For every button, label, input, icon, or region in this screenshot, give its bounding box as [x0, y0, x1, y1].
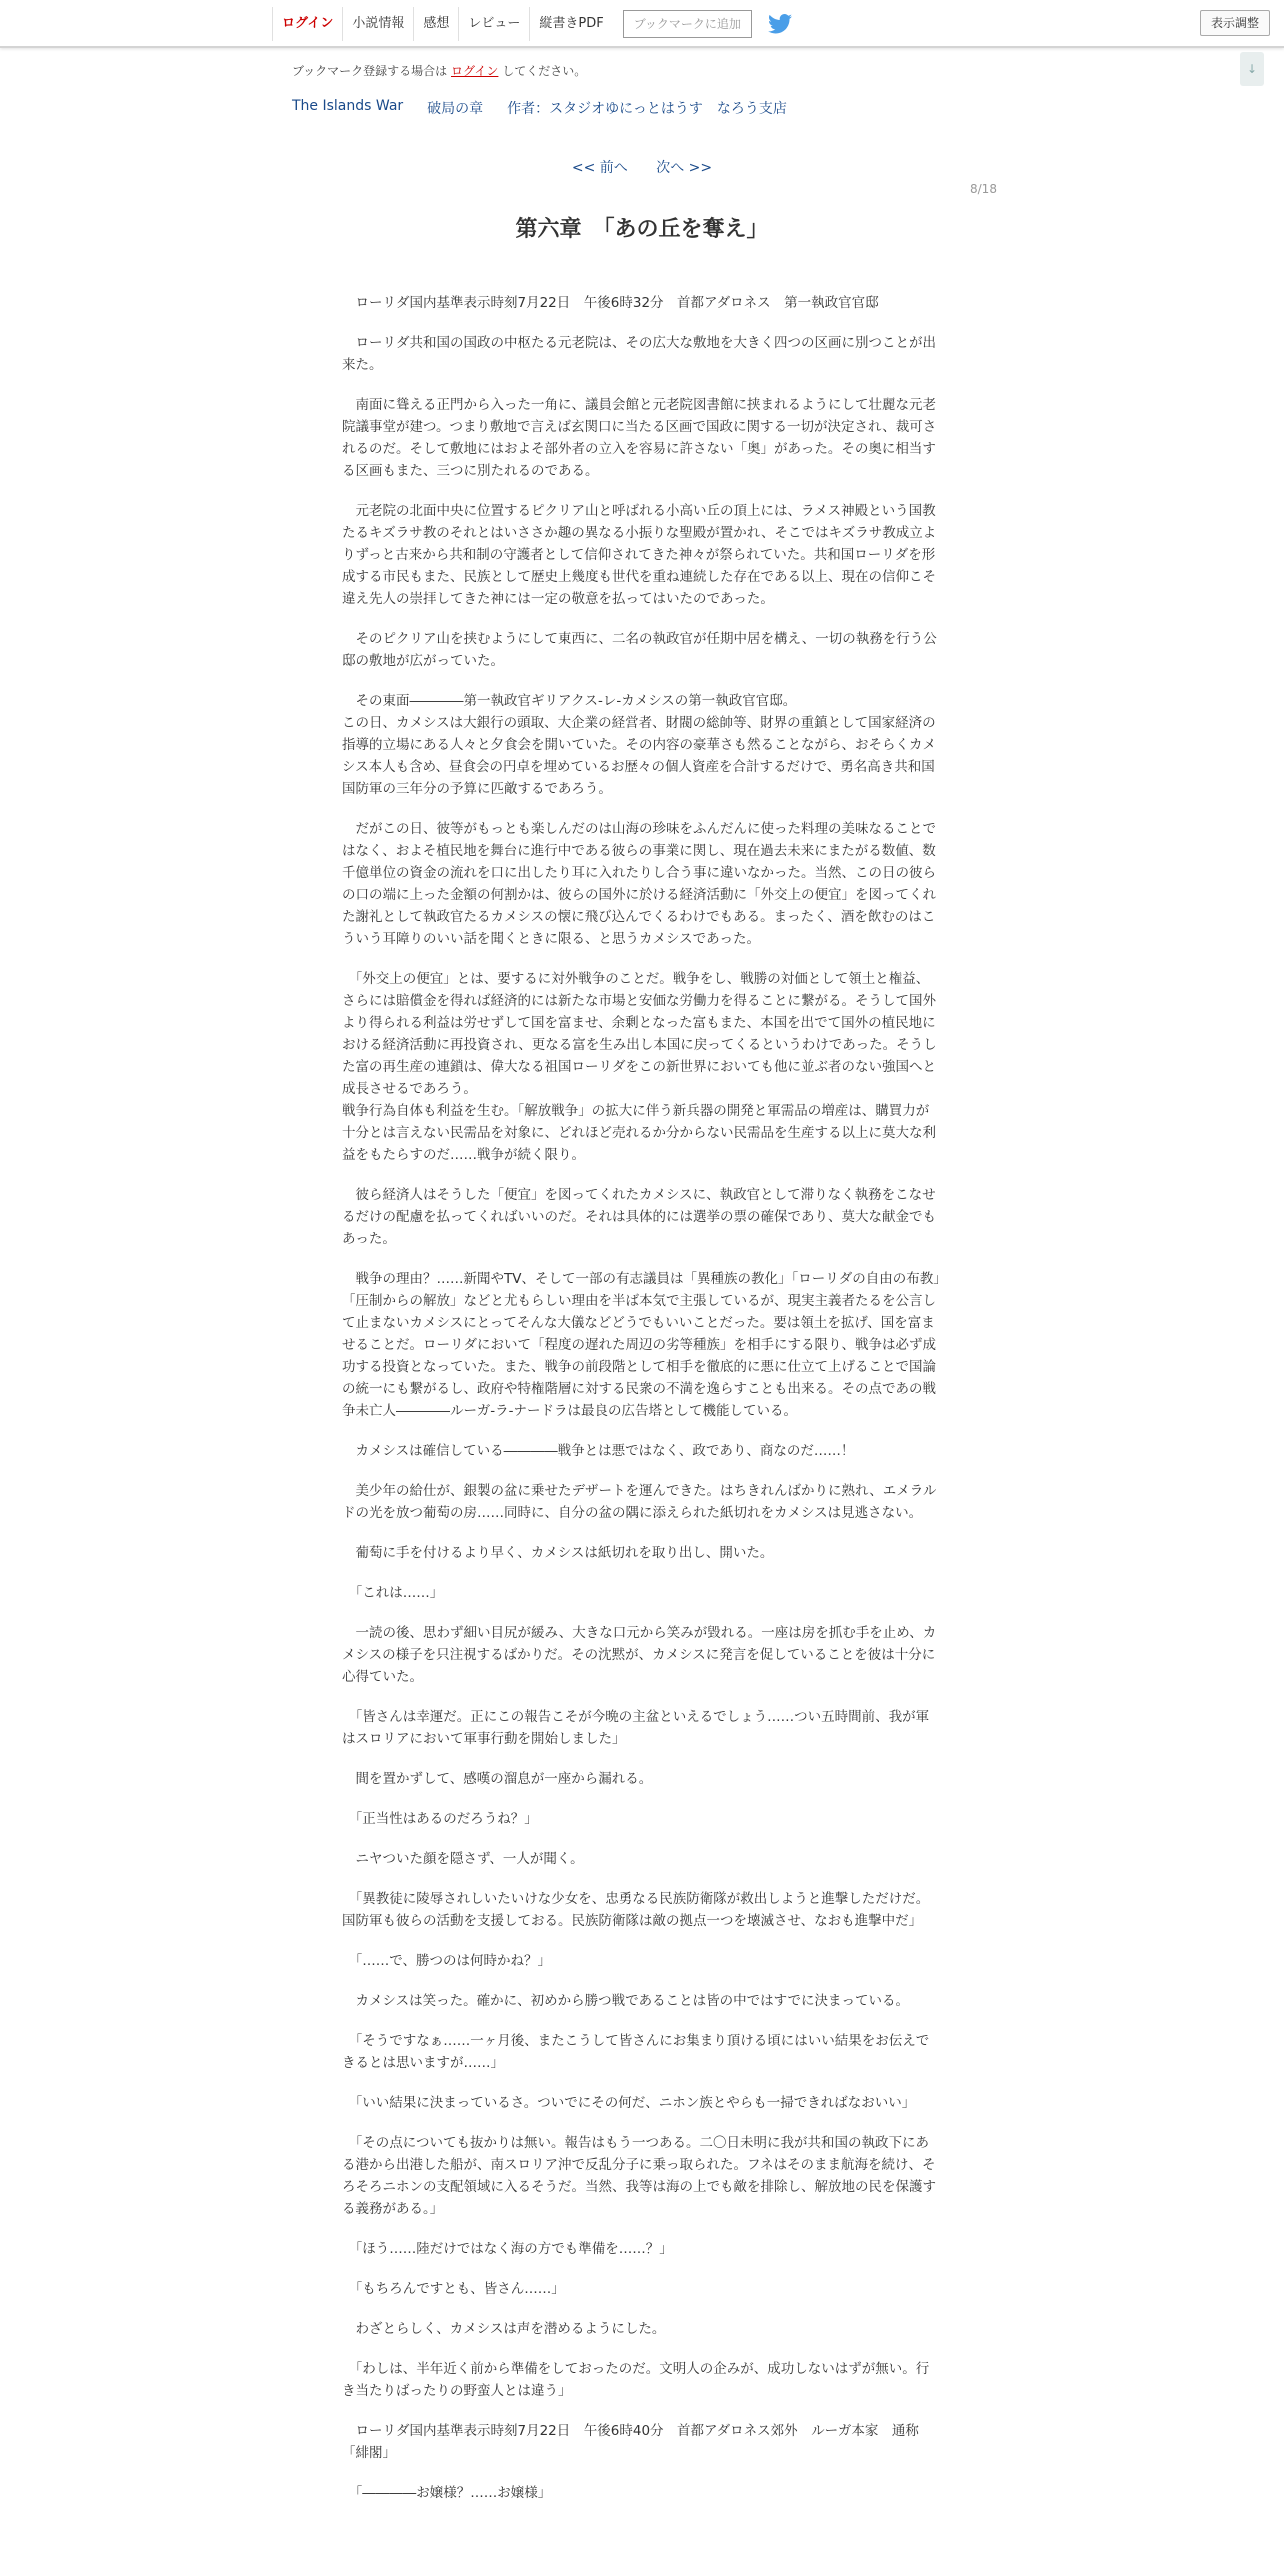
series-link[interactable]: The Islands War [292, 98, 404, 114]
body-paragraph: ローリダ国内基準表示時刻7月22日 午後6時32分 首都アダロネス 第一執政官官邸 [342, 295, 879, 311]
nav-novel-info[interactable]: 小説情報 [342, 7, 413, 41]
body-paragraph: 「そうですなぁ……一ヶ月後、またこうして皆さんにお集まり頂ける頃にはいい結果をお伝えできるとは思いますが……」 [342, 2033, 930, 2071]
body-paragraph: わざとらしく、カメシスは声を潜めるようにした。 [342, 2321, 666, 2337]
body-paragraph: カメシスは確信している――――戦争とは悪ではなく、政であり、商なのだ……！ [342, 1443, 855, 1459]
body-paragraph: ニヤついた顔を隠さず、一人が聞く。 [342, 1851, 584, 1867]
prev-chapter-link[interactable]: << 前へ [571, 160, 628, 176]
body-paragraph: 「……で、勝つのは何時かね？」 [342, 1953, 551, 1969]
body-paragraph: 「もちろんですとも、皆さん……」 [342, 2281, 565, 2297]
body-paragraph: その東面――――第一執政官ギリアクス-レ-カメシスの第一執政官官邸。 この日、カメシスは大銀行の頭取、大企業の経営者、財閥の総帥等、財界の重鎮として国家経済の指導的立場にある人々と夕食会を開いていた。その内容の豪華さも然ることながら、おそらくカメシス本人も含め、昼食会の円卓を埋めているお歴々の個人資産を合計するだけで、勇名高き共和国国防軍の三年分の予算に匹敵するであろう。 [342, 693, 936, 797]
chapter-title: 第六章 「あの丘を奪え」 [515, 217, 769, 242]
body-paragraph: 「正当性はあるのだろうね？」 [342, 1811, 538, 1827]
body-paragraph: 戦争の理由？……新聞やTV、そして一部の有志議員は「異種族の教化」「ローリダの自由の布教」「圧制からの解放」などと尤もらしい理由を半ば本気で主張しているが、現実主義者たるを公言して止まないカメシスにとってそんな大儀などどうでもいいことだった。要は領土を拡げ、国を富ませることだ。ローリダにおいて「程度の遅れた周辺の劣等種族」を相手にする限り、戦争は必ず成功する投資となっていた。また、戦争の前段階として相手を徹底的に悪に仕立て上げることで国論の統一にも繋がるし、政府や特権階層に対する民衆の不満を逸らすことも出来る。その点であの戦争未亡人――――ルーガ-ラ-ナードラは最良の広告塔として機能している。 [342, 1271, 940, 1419]
body-paragraph: 「その点についても抜かりは無い。報告はもう一つある。二〇日未明に我が共和国の執政下にある港から出港した船が、南スロリア沖で反乱分子に乗っ取られた。フネはそのまま航海を続け、そろそろニホンの支配領域に入るそうだ。当然、我等は海の上でも敵を排除し、解放地の民を保護する義務がある。」 [342, 2135, 936, 2217]
body-paragraph: 元老院の北面中央に位置するピクリア山と呼ばれる小高い丘の頂上には、ラメス神殿という国教たるキズラサ教のそれとはいささか趣の異なる小振りな聖殿が置かれ、そこではキズラサ教成立よりずっと古来から共和制の守護者として信仰されてきた神々が祭られていた。共和国ローリダを形成する市民もまた、民族として歴史上幾度も世代を重ね連続した存在である以上、現在の信仰こそ違え先人の崇拝してきた神には一定の敬意を払ってはいたのであった。 [342, 503, 937, 607]
arc-link[interactable]: 破局の章 [427, 101, 484, 117]
novel-body [342, 292, 942, 2522]
breadcrumb [292, 98, 787, 118]
body-paragraph: 「いい結果に決まっているさ。ついでにその何だ、ニホン族とやらも一掃できればなおいい」 [342, 2095, 916, 2111]
body-paragraph: 美少年の給仕が、銀製の盆に乗せたデザートを運んできた。はちきれんばかりに熟れ、エメラルドの光を放つ葡萄の房……同時に、自分の盆の隅に添えられた紙切れをカメシスは見逃さない。 [342, 1483, 937, 1521]
page-number: 8/18 [970, 182, 997, 196]
body-paragraph: 間を置かずして、感嘆の溜息が一座から漏れる。 [342, 1771, 653, 1787]
main-nav [272, 6, 792, 42]
body-paragraph: 南面に聳える正門から入った一角に、議員会館と元老院図書館に挟まれるようにして壮麗な元老院議事堂が建つ。つまり敷地で言えば玄関口に当たる区画で国政に関する一切が決定され、裁可されるのだ。そして敷地にはおよそ部外者の立入を容易に許さない「奥」があった。その奥に相当する区画もまた、三つに別たれるのである。 [342, 397, 937, 479]
author-link[interactable]: スタジオゆにっとはうす なろう支店 [549, 101, 787, 117]
display-settings-button[interactable]: 表示調整 [1200, 10, 1270, 36]
body-paragraph: 「わしは、半年近く前から準備をしておったのだ。文明人の企みが、成功しないはずが無い。行き当たりばったりの野蛮人とは違う」 [342, 2361, 930, 2399]
twitter-icon[interactable] [768, 14, 792, 34]
author-label: 作者： [507, 101, 550, 117]
add-bookmark-button[interactable]: ブックマークに追加 [623, 10, 752, 38]
notice-login-link[interactable]: ログイン [451, 64, 499, 78]
nav-login[interactable]: ログイン [272, 7, 342, 41]
body-paragraph: 彼ら経済人はそうした「便宜」を図ってくれたカメシスに、執政官として滞りなく執務をこなせるだけの配慮を払ってくればいいのだ。それは具体的には選挙の票の確保であり、莫大な献金でもあった。 [342, 1187, 936, 1247]
body-paragraph: そのピクリア山を挟むようにして東西に、二名の執政官が任期中居を構え、一切の執務を行う公邸の敷地が広がっていた。 [342, 631, 937, 669]
notice-prefix: ブックマーク登録する場合は [292, 64, 448, 78]
chapter-pager [0, 157, 1284, 177]
body-paragraph: 一読の後、思わず細い目尻が緩み、大きな口元から笑みが毀れる。一座は房を抓む手を止め、カメシスの様子を只注視するばかりだ。その沈黙が、カメシスに発言を促していることを彼は十分に心得ていた。 [342, 1625, 937, 1685]
body-paragraph: ローリダ国内基準表示時刻7月22日 午後6時40分 首都アダロネス郊外 ルーガ本家 通称「緋閣」 [342, 2423, 919, 2461]
body-paragraph: 「外交上の便宜」とは、要するに対外戦争のことだ。戦争をし、戦勝の対価として領土と権益、さらには賠償金を得れば経済的には新たな市場と安価な労働力を得ることに繋がる。そうして国外より得られる利益は労せずして国を富ませ、余剰となった富もまた、本国を出でて国外の植民地における経済活動に再投資され、更なる富を生み出し本国に戻ってくるというわけであった。そうした富の再生産の連鎖は、偉大なる祖国ローリダをこの新世界においても他に並ぶ者のない強国へと成長させるであろう。 戦争行為自体も利益を生む。「解放戦争」の拡大に伴う新兵器の開発と軍需品の増産は、購買力が十分とは言えない民需品を対象に、どれほど売れるか分からない民需品を生産する以上に莫大な利益をもたらすのだ……戦争が続く限り。 [342, 971, 937, 1163]
body-paragraph: 葡萄に手を付けるより早く、カメシスは紙切れを取り出し、開いた。 [342, 1545, 774, 1561]
body-paragraph: 「――――お嬢様？……お嬢様」 [342, 2485, 552, 2501]
next-chapter-link[interactable]: 次へ >> [656, 160, 713, 176]
bookmark-login-notice [292, 62, 586, 79]
body-paragraph: だがこの日、彼等がもっとも楽しんだのは山海の珍味をふんだんに使った料理の美味なることではなく、およそ植民地を舞台に進行中である彼らの事業に関し、現在過去未来にまたがる数値、数千億単位の資金の流れを口に出したり耳に入れたりし合う事に違いなかった。当然、この日の彼らの口の端に上った金額の何割かは、彼らの国外に於ける経済活動に「外交上の便宜」を図ってくれた謝礼として執政官たるカメシスの懐に飛び込んでくるわけでもある。まったく、酒を飲むのはこういう耳障りのいい話を聞くときに限る、と思うカメシスであった。 [342, 821, 936, 947]
nav-impressions[interactable]: 感想 [413, 7, 458, 41]
body-paragraph: 「皆さんは幸運だ。正にこの報告こそが今晩の主盆といえるでしょう……つい五時間前、我が軍はスロリアにおいて軍事行動を開始しました」 [342, 1709, 930, 1747]
body-paragraph: カメシスは笑った。確かに、初めから勝つ戦であることは皆の中ではすでに決まっている。 [342, 1993, 909, 2009]
body-paragraph: 「ほう……陸だけではなく海の方でも準備を……？」 [342, 2241, 673, 2257]
top-navigation-bar [0, 0, 1284, 48]
body-paragraph: 「これは……」 [342, 1585, 444, 1601]
nav-vertical-pdf[interactable]: 縦書きPDF [529, 7, 612, 41]
scroll-down-tab[interactable]: ↓ [1240, 52, 1264, 86]
body-paragraph: 「異教徒に陵辱されしいたいけな少女を、忠勇なる民族防衛隊が救出しようと進撃しただけだ。国防軍も彼らの活動を支援しておる。民族防衛隊は敵の拠点一つを壊滅させ、なおも進撃中だ」 [342, 1891, 930, 1929]
body-paragraph: ローリダ共和国の国政の中枢たる元老院は、その広大な敷地を大きく四つの区画に別つことが出来た。 [342, 335, 936, 373]
notice-suffix: してください。 [502, 64, 587, 78]
nav-reviews[interactable]: レビュー [458, 7, 529, 41]
